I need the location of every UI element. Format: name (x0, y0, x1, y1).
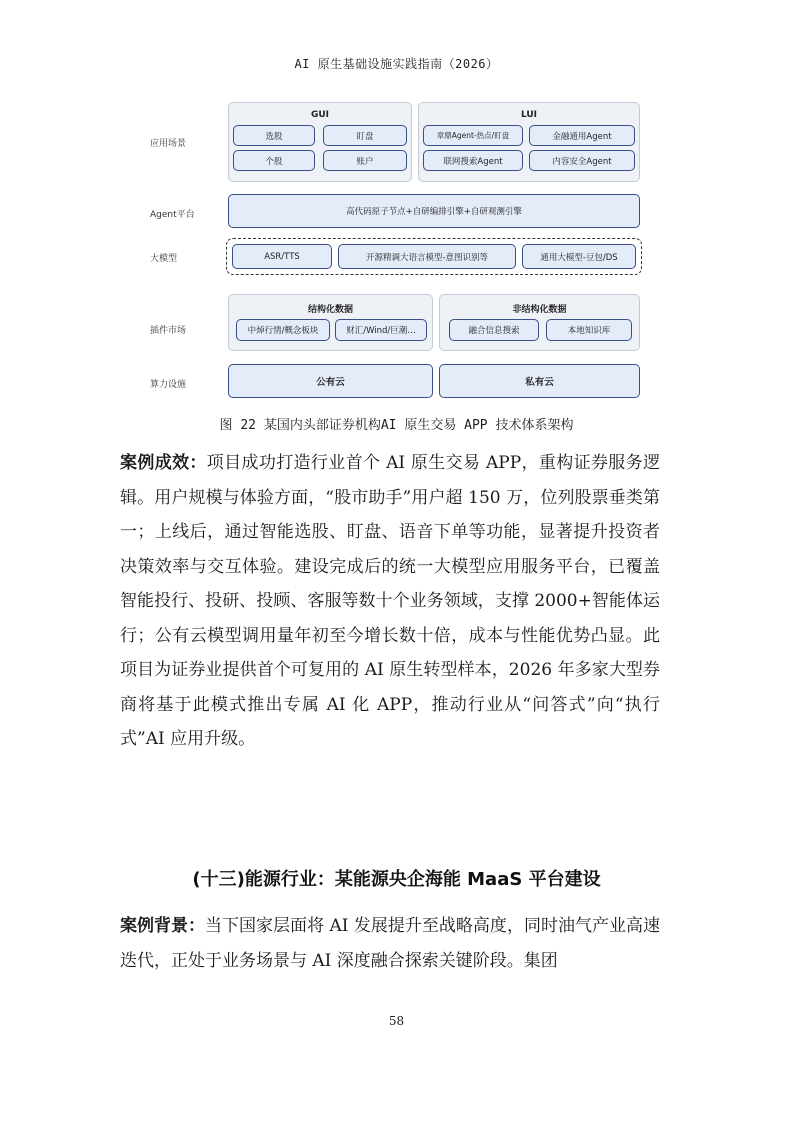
lui-item: 联网搜索Agent (423, 150, 523, 171)
lui-item: 金融通用Agent (529, 125, 635, 146)
public-cloud-box: 公有云 (228, 364, 433, 398)
architecture-figure (150, 98, 650, 404)
unstructured-data-title: 非结构化数据 (512, 305, 567, 315)
row-label-compute: 算力设施 (150, 380, 187, 390)
gui-item: 盯盘 (323, 125, 407, 146)
model-item: ASR/TTS (232, 244, 332, 269)
page-number: 58 (388, 1014, 405, 1028)
row-label-model: 大模型 (150, 254, 178, 264)
gui-item: 账户 (323, 150, 407, 171)
gui-title: GUI (310, 110, 330, 120)
structured-item: 中焯行情/概念板块 (236, 319, 330, 341)
agent-platform-box: 高代码原子节点+自研编排引擎+自研观测引擎 (228, 194, 640, 228)
structured-item: 财汇/Wind/巨潮… (335, 319, 427, 341)
model-item: 开源精调大语言模型-意图识别等 (338, 244, 516, 269)
lui-title: LUI (520, 110, 538, 120)
section-heading: (十三)能源行业：某能源央企海能 MaaS 平台建设 (192, 869, 601, 890)
lui-item: 章鼎Agent-热点/盯盘 (423, 125, 523, 146)
result-lead: 案例成效： (120, 453, 207, 473)
row-label-scenario: 应用场景 (150, 139, 187, 149)
lui-panel (418, 102, 640, 182)
background-text: 当下国家层面将 AI 发展提升至战略高度，同时油气产业高速迭代，正处于业务场景与 AI 深度融合探索关键阶段。集团 (120, 916, 660, 971)
result-text: 项目成功打造行业首个 AI 原生交易 APP，重构证券服务逻辑。用户规模与体验方面，“股市助手”用户超 150 万，位列股票垂类第一；上线后，通过智能选股、盯盘、语音下单等功能，显著提升投资者决策效率与交互体验。建设完成后的统一大模型应用服务平台，已覆盖智能投行、投研、投顾、客服等数十个业务领域，支撑 2000+智能体运行；公有云模型调用量年初至今增长数十倍，成本与性能优势凸显。此项目为证券业提供首个可复用的 AI 原生转型样本，2026 年多家大型券商将基于此模式推出专属 AI 化 APP，推动行业从“问答式”向“执行式”AI 应用升级。 (120, 453, 661, 749)
structured-data-panel (228, 294, 433, 351)
figure-caption: 图 22 某国内头部证券机构AI 原生交易 APP 技术体系架构 (219, 418, 574, 433)
gui-item: 个股 (233, 150, 315, 171)
unstructured-data-panel (439, 294, 640, 351)
gui-panel (228, 102, 412, 182)
lui-item: 内容安全Agent (529, 150, 635, 171)
unstructured-item: 本地知识库 (546, 319, 632, 341)
unstructured-item: 融合信息搜索 (449, 319, 539, 341)
background-paragraph (120, 909, 660, 978)
row-label-agent-platform: Agent平台 (150, 210, 195, 220)
background-lead: 案例背景： (120, 916, 206, 936)
structured-data-title: 结构化数据 (307, 305, 353, 315)
model-item: 通用大模型-豆包/DS (522, 244, 636, 269)
running-header: AI 原生基础设施实践指南（2026） (294, 57, 499, 71)
row-label-plugin: 插件市场 (150, 326, 187, 336)
result-paragraph (120, 446, 660, 757)
gui-item: 选股 (233, 125, 315, 146)
private-cloud-box: 私有云 (439, 364, 640, 398)
